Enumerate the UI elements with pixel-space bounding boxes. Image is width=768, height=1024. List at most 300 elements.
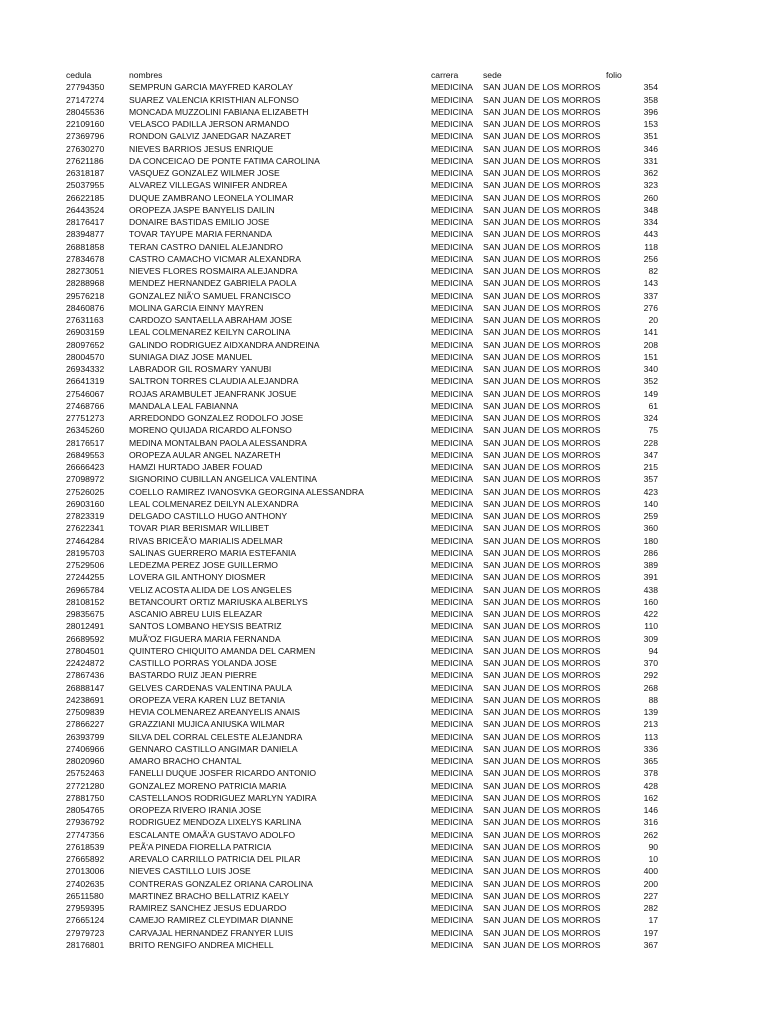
cell-carrera: MEDICINA	[431, 682, 474, 693]
table-row	[0, 657, 768, 669]
cell-nombres: BASTARDO RUIZ JEAN PIERRE	[129, 670, 257, 681]
cell-folio: 354	[643, 82, 658, 93]
cell-cedula: 27959395	[66, 903, 105, 913]
table-row	[0, 216, 768, 228]
cell-folio: 262	[643, 829, 658, 840]
cell-folio: 391	[643, 572, 658, 583]
cell-cedula: 26345260	[66, 425, 105, 436]
cell-sede: SAN JUAN DE LOS MORROS	[483, 253, 601, 264]
cell-sede: SAN JUAN DE LOS MORROS	[483, 204, 601, 215]
table-row	[0, 927, 768, 939]
cell-carrera: MEDICINA	[431, 756, 474, 766]
cell-nombres: CARVAJAL HERNANDEZ FRANYER LUIS	[129, 927, 294, 938]
cell-nombres: LEAL COLMENAREZ KEILYN CAROLINA	[129, 327, 291, 338]
cell-cedula: 27509839	[66, 707, 105, 717]
cell-cedula: 27866227	[66, 719, 105, 730]
cell-carrera: MEDICINA	[431, 266, 474, 276]
table-row	[0, 841, 768, 853]
table-row	[0, 375, 768, 387]
cell-sede: SAN JUAN DE LOS MORROS	[483, 841, 601, 852]
cell-cedula: 28176517	[66, 437, 105, 448]
cell-cedula: 26934332	[66, 364, 105, 374]
cell-folio: 292	[643, 670, 658, 681]
cell-cedula: 27244255	[66, 572, 105, 583]
cell-sede: SAN JUAN DE LOS MORROS	[483, 805, 601, 815]
cell-cedula: 26641319	[66, 376, 105, 387]
cell-sede: SAN JUAN DE LOS MORROS	[483, 155, 601, 166]
cell-folio: 180	[643, 535, 658, 546]
cell-nombres: CONTRERAS GONZALEZ ORIANA CAROLINA	[129, 878, 313, 889]
cell-sede: SAN JUAN DE LOS MORROS	[483, 523, 601, 534]
cell-sede: SAN JUAN DE LOS MORROS	[483, 486, 601, 497]
table-row	[0, 755, 768, 767]
cell-folio: 228	[643, 437, 658, 448]
table-row	[0, 143, 768, 155]
table-row	[0, 718, 768, 730]
cell-nombres: SALTRON TORRES CLAUDIA ALEJANDRA	[129, 376, 299, 387]
cell-folio: 213	[643, 719, 658, 730]
cell-folio: 162	[643, 792, 658, 803]
table-row	[0, 682, 768, 694]
cell-folio: 316	[643, 817, 658, 828]
table-row	[0, 167, 768, 179]
table-row	[0, 596, 768, 608]
spreadsheet-table	[0, 69, 768, 951]
cell-folio: 357	[643, 474, 658, 485]
cell-folio: 151	[643, 351, 658, 362]
cell-sede: SAN JUAN DE LOS MORROS	[483, 743, 601, 754]
cell-folio: 208	[643, 339, 658, 350]
cell-nombres: HEVIA COLMENAREZ AREANYELIS ANAIS	[129, 707, 300, 717]
cell-folio: 336	[643, 743, 658, 754]
table-row	[0, 253, 768, 265]
table-row	[0, 204, 768, 216]
cell-nombres: RODRIGUEZ MENDOZA LIXELYS KARLINA	[129, 817, 302, 828]
cell-carrera: MEDICINA	[431, 290, 474, 301]
cell-sede: SAN JUAN DE LOS MORROS	[483, 927, 601, 938]
cell-sede: SAN JUAN DE LOS MORROS	[483, 707, 601, 717]
cell-sede: SAN JUAN DE LOS MORROS	[483, 131, 601, 142]
cell-cedula: 26393799	[66, 731, 105, 742]
cell-folio: 88	[648, 694, 658, 705]
table-row	[0, 339, 768, 351]
cell-nombres: GELVES CARDENAS VALENTINA PAULA	[129, 682, 292, 693]
cell-cedula: 24238691	[66, 694, 105, 705]
cell-sede: SAN JUAN DE LOS MORROS	[483, 633, 601, 644]
cell-sede: SAN JUAN DE LOS MORROS	[483, 425, 601, 436]
table-row	[0, 559, 768, 571]
cell-sede: SAN JUAN DE LOS MORROS	[483, 511, 601, 521]
cell-folio: 367	[643, 939, 658, 950]
cell-carrera: MEDICINA	[431, 119, 474, 129]
cell-nombres: SANTOS LOMBANO HEYSIS BEATRIZ	[129, 621, 282, 632]
cell-nombres: MENDEZ HERNANDEZ GABRIELA PAOLA	[129, 278, 297, 289]
cell-folio: 268	[643, 682, 658, 693]
cell-folio: 146	[643, 805, 658, 815]
table-row	[0, 424, 768, 436]
table-row	[0, 81, 768, 93]
cell-sede: SAN JUAN DE LOS MORROS	[483, 670, 601, 681]
cell-carrera: MEDICINA	[431, 609, 474, 619]
cell-sede: SAN JUAN DE LOS MORROS	[483, 817, 601, 828]
table-row	[0, 179, 768, 191]
cell-nombres: TERAN CASTRO DANIEL ALEJANDRO	[129, 241, 283, 252]
cell-folio: 334	[643, 217, 658, 227]
cell-cedula: 26622185	[66, 192, 105, 203]
cell-nombres: HAMZI HURTADO JABER FOUAD	[129, 462, 263, 472]
cell-sede: SAN JUAN DE LOS MORROS	[483, 278, 601, 289]
cell-sede: SAN JUAN DE LOS MORROS	[483, 768, 601, 779]
cell-carrera: MEDICINA	[431, 511, 474, 521]
cell-carrera: MEDICINA	[431, 547, 474, 558]
table-row	[0, 804, 768, 816]
cell-cedula: 27468766	[66, 400, 105, 411]
cell-carrera: MEDICINA	[431, 658, 474, 668]
cell-folio: 352	[643, 376, 658, 387]
header-folio: folio	[606, 70, 622, 80]
cell-carrera: MEDICINA	[431, 523, 474, 534]
cell-sede: SAN JUAN DE LOS MORROS	[483, 229, 601, 240]
cell-folio: 90	[648, 841, 658, 852]
cell-folio: 260	[643, 192, 658, 203]
table-row	[0, 547, 768, 559]
cell-carrera: MEDICINA	[431, 106, 474, 117]
cell-folio: 423	[643, 486, 658, 497]
cell-nombres: OROPEZA AULAR ANGEL NAZARETH	[129, 449, 281, 460]
cell-carrera: MEDICINA	[431, 388, 474, 399]
table-row	[0, 865, 768, 877]
table-row	[0, 192, 768, 204]
cell-nombres: TOVAR PIAR BERISMAR WILLIBET	[129, 523, 270, 534]
cell-cedula: 29576218	[66, 290, 105, 301]
cell-carrera: MEDICINA	[431, 327, 474, 338]
cell-sede: SAN JUAN DE LOS MORROS	[483, 462, 601, 472]
table-row	[0, 473, 768, 485]
cell-sede: SAN JUAN DE LOS MORROS	[483, 854, 601, 864]
cell-carrera: MEDICINA	[431, 364, 474, 374]
cell-cedula: 26689592	[66, 633, 105, 644]
cell-folio: 259	[643, 511, 658, 521]
cell-sede: SAN JUAN DE LOS MORROS	[483, 339, 601, 350]
table-row	[0, 816, 768, 828]
cell-folio: 141	[643, 327, 658, 338]
cell-carrera: MEDICINA	[431, 400, 474, 411]
table-row	[0, 853, 768, 865]
cell-cedula: 26903160	[66, 498, 105, 509]
cell-cedula: 28054765	[66, 805, 105, 815]
cell-cedula: 27936792	[66, 817, 105, 828]
header-carrera: carrera	[431, 70, 459, 80]
cell-folio: 324	[643, 413, 658, 423]
cell-cedula: 28097652	[66, 339, 105, 350]
table-row	[0, 155, 768, 167]
cell-folio: 422	[643, 609, 658, 619]
cell-nombres: RAMIREZ SANCHEZ JESUS EDUARDO	[129, 903, 287, 913]
cell-sede: SAN JUAN DE LOS MORROS	[483, 474, 601, 485]
cell-sede: SAN JUAN DE LOS MORROS	[483, 351, 601, 362]
cell-folio: 347	[643, 449, 658, 460]
cell-carrera: MEDICINA	[431, 315, 474, 325]
cell-sede: SAN JUAN DE LOS MORROS	[483, 645, 601, 656]
cell-nombres: TOVAR TAYUPE MARIA FERNANDA	[129, 229, 272, 240]
cell-cedula: 27747356	[66, 829, 105, 840]
cell-carrera: MEDICINA	[431, 143, 474, 154]
cell-nombres: SALINAS GUERRERO MARIA ESTEFANIA	[129, 547, 297, 558]
cell-carrera: MEDICINA	[431, 584, 474, 595]
cell-carrera: MEDICINA	[431, 731, 474, 742]
table-row	[0, 265, 768, 277]
cell-nombres: FANELLI DUQUE JOSFER RICARDO ANTONIO	[129, 768, 317, 779]
cell-nombres: VASQUEZ GONZALEZ WILMER JOSE	[129, 168, 280, 178]
cell-nombres: CAMEJO RAMIREZ CLEYDIMAR DIANNE	[129, 915, 294, 926]
cell-cedula: 27721280	[66, 780, 105, 791]
cell-sede: SAN JUAN DE LOS MORROS	[483, 217, 601, 227]
cell-cedula: 26511580	[66, 890, 104, 901]
cell-folio: 110	[644, 621, 658, 632]
cell-nombres: MANDALA LEAL FABIANNA	[129, 400, 239, 411]
table-row	[0, 106, 768, 118]
cell-folio: 348	[643, 204, 658, 215]
table-row	[0, 571, 768, 583]
cell-folio: 227	[643, 890, 658, 901]
cell-cedula: 25752463	[66, 768, 105, 779]
cell-sede: SAN JUAN DE LOS MORROS	[483, 547, 601, 558]
cell-sede: SAN JUAN DE LOS MORROS	[483, 596, 601, 607]
cell-folio: 61	[648, 400, 658, 411]
cell-nombres: MONCADA MUZZOLINI FABIANA ELIZABETH	[129, 106, 309, 117]
table-row	[0, 878, 768, 890]
table-row	[0, 302, 768, 314]
cell-folio: 400	[643, 866, 658, 877]
cell-nombres: COELLO RAMIREZ IVANOSVKA GEORGINA ALESSANDRA	[129, 486, 364, 497]
cell-nombres: MOLINA GARCIA EINNY MAYREN	[129, 302, 264, 313]
table-row	[0, 449, 768, 461]
cell-nombres: VELASCO PADILLA JERSON ARMANDO	[129, 119, 290, 129]
cell-nombres: ARREDONDO GONZALEZ RODOLFO JOSE	[129, 413, 304, 423]
cell-cedula: 27546067	[66, 388, 105, 399]
cell-carrera: MEDICINA	[431, 535, 474, 546]
cell-folio: 160	[643, 596, 658, 607]
cell-folio: 10	[648, 854, 658, 864]
cell-nombres: CARDOZO SANTAELLA ABRAHAM JOSE	[129, 315, 293, 325]
cell-sede: SAN JUAN DE LOS MORROS	[483, 82, 601, 93]
cell-carrera: MEDICINA	[431, 645, 474, 656]
cell-cedula: 26443524	[66, 204, 105, 215]
table-row	[0, 498, 768, 510]
cell-sede: SAN JUAN DE LOS MORROS	[483, 498, 601, 509]
cell-cedula: 27618539	[66, 841, 105, 852]
cell-folio: 443	[643, 229, 658, 240]
cell-cedula: 28176417	[66, 217, 105, 227]
table-row	[0, 351, 768, 363]
cell-folio: 94	[648, 645, 658, 656]
table-row	[0, 437, 768, 449]
header-row	[0, 69, 768, 81]
table-row	[0, 669, 768, 681]
cell-sede: SAN JUAN DE LOS MORROS	[483, 560, 601, 570]
cell-sede: SAN JUAN DE LOS MORROS	[483, 400, 601, 411]
cell-folio: 200	[643, 878, 658, 889]
table-row	[0, 620, 768, 632]
cell-sede: SAN JUAN DE LOS MORROS	[483, 388, 601, 399]
cell-nombres: ALVAREZ VILLEGAS WINIFER ANDREA	[129, 180, 288, 191]
cell-cedula: 22424872	[66, 658, 105, 668]
cell-carrera: MEDICINA	[431, 241, 474, 252]
table-row	[0, 522, 768, 534]
cell-carrera: MEDICINA	[431, 854, 474, 864]
cell-folio: 351	[643, 131, 658, 142]
cell-carrera: MEDICINA	[431, 339, 474, 350]
cell-sede: SAN JUAN DE LOS MORROS	[483, 621, 601, 632]
cell-cedula: 28195703	[66, 547, 105, 558]
cell-sede: SAN JUAN DE LOS MORROS	[483, 878, 601, 889]
cell-sede: SAN JUAN DE LOS MORROS	[483, 903, 601, 913]
cell-folio: 82	[648, 266, 658, 276]
cell-folio: 256	[643, 253, 658, 264]
cell-carrera: MEDICINA	[431, 449, 474, 460]
cell-sede: SAN JUAN DE LOS MORROS	[483, 829, 601, 840]
cell-carrera: MEDICINA	[431, 719, 474, 730]
cell-carrera: MEDICINA	[431, 707, 474, 717]
cell-folio: 365	[643, 756, 658, 766]
table-row	[0, 645, 768, 657]
cell-folio: 358	[643, 94, 658, 105]
cell-cedula: 28020960	[66, 756, 105, 766]
table-row	[0, 228, 768, 240]
header-nombres: nombres	[129, 70, 163, 80]
cell-carrera: MEDICINA	[431, 486, 474, 497]
cell-folio: 17	[648, 915, 658, 926]
cell-cedula: 27751273	[66, 413, 105, 423]
cell-cedula: 28394877	[66, 229, 105, 240]
cell-sede: SAN JUAN DE LOS MORROS	[483, 609, 601, 619]
header-sede: sede	[483, 70, 502, 80]
cell-cedula: 25037955	[66, 180, 105, 191]
table-row	[0, 118, 768, 130]
cell-folio: 396	[643, 106, 658, 117]
cell-folio: 139	[643, 707, 658, 717]
cell-carrera: MEDICINA	[431, 621, 474, 632]
cell-carrera: MEDICINA	[431, 903, 474, 913]
cell-folio: 75	[648, 425, 658, 436]
cell-carrera: MEDICINA	[431, 878, 474, 889]
table-row	[0, 608, 768, 620]
cell-nombres: RIVAS BRICEÃ'O MARIALIS ADELMAR	[129, 535, 283, 546]
cell-cedula: 27464284	[66, 535, 105, 546]
cell-sede: SAN JUAN DE LOS MORROS	[483, 376, 601, 387]
table-row	[0, 902, 768, 914]
cell-sede: SAN JUAN DE LOS MORROS	[483, 143, 601, 154]
cell-sede: SAN JUAN DE LOS MORROS	[483, 413, 601, 423]
table-row	[0, 363, 768, 375]
cell-nombres: NIEVES BARRIOS JESUS ENRIQUE	[129, 143, 274, 154]
cell-folio: 143	[643, 278, 658, 289]
cell-folio: 346	[643, 143, 658, 154]
cell-cedula: 27804501	[66, 645, 105, 656]
cell-sede: SAN JUAN DE LOS MORROS	[483, 584, 601, 595]
cell-cedula: 27013006	[66, 866, 105, 877]
cell-cedula: 27979723	[66, 927, 105, 938]
cell-sede: SAN JUAN DE LOS MORROS	[483, 327, 601, 338]
cell-sede: SAN JUAN DE LOS MORROS	[483, 94, 601, 105]
cell-folio: 20	[648, 315, 658, 325]
cell-folio: 331	[643, 155, 658, 166]
table-row	[0, 241, 768, 253]
cell-cedula: 27631163	[66, 315, 104, 325]
cell-carrera: MEDICINA	[431, 413, 474, 423]
cell-carrera: MEDICINA	[431, 792, 474, 803]
cell-folio: 153	[643, 119, 658, 129]
cell-nombres: OROPEZA JASPE BANYELIS DAILIN	[129, 204, 275, 215]
cell-carrera: MEDICINA	[431, 229, 474, 240]
cell-carrera: MEDICINA	[431, 817, 474, 828]
cell-carrera: MEDICINA	[431, 82, 474, 93]
cell-carrera: MEDICINA	[431, 927, 474, 938]
cell-carrera: MEDICINA	[431, 94, 474, 105]
cell-cedula: 28004570	[66, 351, 105, 362]
cell-carrera: MEDICINA	[431, 253, 474, 264]
cell-cedula: 27098972	[66, 474, 105, 485]
cell-cedula: 27834678	[66, 253, 105, 264]
cell-cedula: 27369796	[66, 131, 105, 142]
cell-folio: 340	[643, 364, 658, 374]
cell-nombres: SUAREZ VALENCIA KRISTHIAN ALFONSO	[129, 94, 299, 105]
cell-carrera: MEDICINA	[431, 498, 474, 509]
table-row	[0, 792, 768, 804]
cell-cedula: 26318187	[66, 168, 105, 178]
cell-nombres: GENNARO CASTILLO ANGIMAR DANIELA	[129, 743, 298, 754]
table-row	[0, 290, 768, 302]
cell-cedula: 27406966	[66, 743, 105, 754]
cell-nombres: DUQUE ZAMBRANO LEONELA YOLIMAR	[129, 192, 294, 203]
cell-nombres: MARTINEZ BRACHO BELLATRIZ KAELY	[129, 890, 289, 901]
table-row	[0, 130, 768, 142]
table-row	[0, 939, 768, 951]
table-row	[0, 388, 768, 400]
cell-nombres: SILVA DEL CORRAL CELESTE ALEJANDRA	[129, 731, 303, 742]
cell-carrera: MEDICINA	[431, 596, 474, 607]
cell-cedula: 26666423	[66, 462, 105, 472]
table-row	[0, 277, 768, 289]
cell-carrera: MEDICINA	[431, 829, 474, 840]
cell-nombres: RONDON GALVIZ JANEDGAR NAZARET	[129, 131, 292, 142]
cell-cedula: 27529506	[66, 560, 105, 570]
cell-sede: SAN JUAN DE LOS MORROS	[483, 241, 601, 252]
cell-folio: 337	[643, 290, 658, 301]
cell-carrera: MEDICINA	[431, 278, 474, 289]
cell-nombres: SIGNORINO CUBILLAN ANGELICA VALENTINA	[129, 474, 317, 485]
table-row	[0, 535, 768, 547]
cell-cedula: 27665892	[66, 854, 105, 864]
table-row	[0, 731, 768, 743]
table-row	[0, 314, 768, 326]
cell-carrera: MEDICINA	[431, 302, 474, 313]
table-row	[0, 829, 768, 841]
cell-cedula: 27867436	[66, 670, 105, 681]
cell-nombres: CASTRO CAMACHO VICMAR ALEXANDRA	[129, 253, 301, 264]
cell-carrera: MEDICINA	[431, 560, 474, 570]
cell-sede: SAN JUAN DE LOS MORROS	[483, 756, 601, 766]
cell-nombres: NIEVES CASTILLO LUIS JOSE	[129, 866, 251, 877]
cell-folio: 323	[643, 180, 658, 191]
cell-nombres: ESCALANTE OMAÃ'A GUSTAVO ADOLFO	[129, 829, 296, 840]
table-row	[0, 706, 768, 718]
cell-sede: SAN JUAN DE LOS MORROS	[483, 290, 601, 301]
cell-carrera: MEDICINA	[431, 131, 474, 142]
cell-cedula: 26888147	[66, 682, 105, 693]
cell-cedula: 28273051	[66, 266, 105, 276]
cell-nombres: LABRADOR GIL ROSMARY YANUBI	[129, 364, 272, 374]
